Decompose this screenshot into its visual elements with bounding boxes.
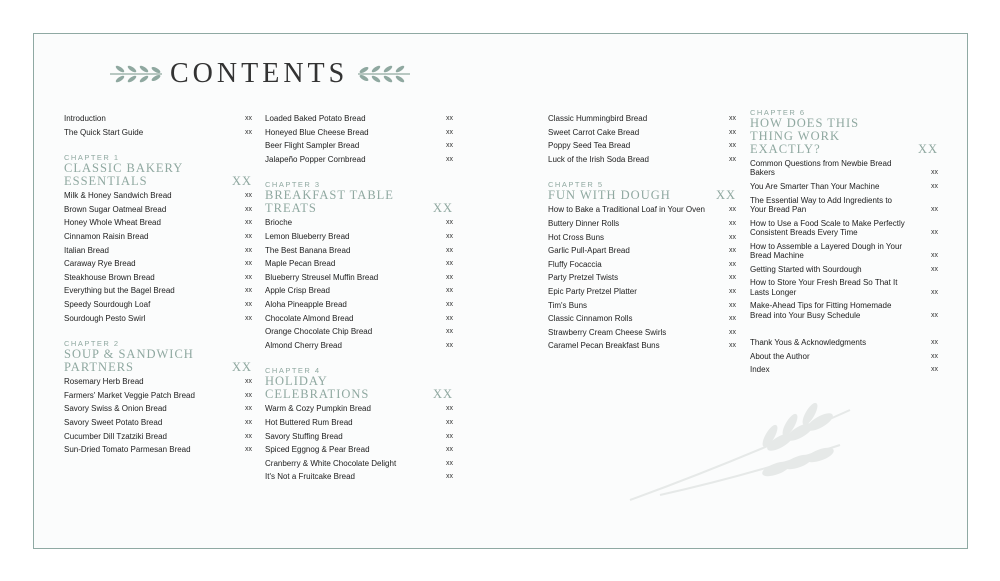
toc-entry[interactable] [64,203,252,217]
toc-entry[interactable] [265,430,453,444]
chapter-title [548,189,736,202]
chapter-label: CHAPTER 1 [64,153,120,163]
entry-title: Cucumber Dill Tzatziki Bread [64,431,167,441]
chapter-title-text: FUN WITH DOUGH [548,188,671,203]
entry-title: Epic Party Pretzel Platter [548,286,637,296]
toc-entry[interactable] [265,298,453,312]
entry-title: Hot Cross Buns [548,232,605,242]
entry-title: Chocolate Almond Bread [265,313,354,323]
entry-page: xx [931,352,938,360]
toc-entry[interactable] [64,126,252,140]
toc-entry[interactable] [64,312,252,326]
entry-page: xx [931,252,938,259]
entry-title: Caraway Rye Bread [64,259,136,269]
chapter-title [265,375,453,401]
toc-section [64,112,252,139]
entry-page: xx [729,155,736,163]
entry-title: Caramel Pecan Breakfast Buns [548,341,660,351]
entry-title: Farmers' Market Veggie Patch Bread [64,390,195,400]
entry-title: Aloha Pineapple Bread [265,299,347,309]
toc-entry[interactable] [265,271,453,285]
entry-title: The Quick Start Guide [64,127,144,137]
toc-column-3 [548,112,736,353]
entry-title: Cranberry & White Chocolate Delight [265,458,397,468]
entry-page: xx [446,446,453,454]
toc-entry[interactable] [265,244,453,258]
toc-entry[interactable] [548,339,736,353]
entry-title: Hot Buttered Rum Bread [265,417,353,427]
entry-page: xx [245,246,252,254]
chapter-label: CHAPTER 4 [265,366,321,376]
entry-title: How to Bake a Traditional Loaf in Your Oven [548,205,705,215]
entry-page: xx [931,288,938,296]
entry-title: Party Pretzel Twists [548,273,619,283]
toc-entry[interactable] [548,312,736,326]
entry-title: Introduction [64,114,106,123]
chapter-title [750,117,938,156]
entry-page: xx [446,459,453,467]
entry-page: xx [729,206,736,214]
entry-title: Orange Chocolate Chip Bread [265,327,373,337]
entry-title: Luck of the Irish Soda Bread [548,154,649,164]
chapter-title [265,189,453,215]
laurel-left-icon [108,64,164,84]
entry-title: Garlic Pull-Apart Bread [548,246,630,256]
toc-entry[interactable] [265,470,453,484]
entry-page: xx [729,274,736,282]
entry-title: Lemon Blueberry Bread [265,231,350,241]
entry-title: Beer Flight Sampler Bread [265,141,360,151]
entry-title: Buttery Dinner Rolls [548,218,620,228]
chapter-page: XX [917,142,938,156]
entry-title: Tim's Buns [548,300,588,310]
entry-title: Strawberry Cream Cheese Swirls [548,327,667,337]
entry-page: xx [729,328,736,336]
toc-entry[interactable] [750,157,938,180]
chapter-label: CHAPTER 5 [548,180,604,190]
toc-entry[interactable] [548,326,736,340]
entry-page: xx [446,405,453,413]
laurel-right-icon [356,64,412,84]
entry-title: Common Questions from Newbie Bread Bakers [750,159,892,178]
entry-page: xx [245,205,252,213]
entry-page: xx [446,287,453,295]
toc-entry[interactable] [265,339,453,353]
toc-entry[interactable] [265,443,453,457]
toc-entry[interactable] [64,375,252,389]
entry-page: xx [446,328,453,336]
toc-entry[interactable] [64,189,252,203]
entry-page: xx [245,405,252,413]
entry-page: xx [245,446,252,454]
entry-title: Maple Pecan Bread [265,259,336,269]
entry-page: xx [729,287,736,295]
entry-page: xx [245,128,252,136]
toc-entry[interactable] [64,298,252,312]
entry-page: xx [245,273,252,281]
toc-entry[interactable] [548,271,736,285]
chapter-title-text: CLASSIC BAKERY ESSENTIALS [64,161,183,189]
entry-page: xx [729,142,736,150]
chapter-page: XX [231,360,252,375]
toc-entry[interactable] [265,312,453,326]
entry-page: xx [245,432,252,440]
entry-title: Warm & Cozy Pumpkin Bread [265,404,371,414]
entry-page: xx [729,315,736,323]
toc-entry[interactable] [265,257,453,271]
toc-section [750,108,938,322]
entry-title: About the Author [750,351,810,361]
toc-entry[interactable] [265,457,453,471]
toc-entry[interactable] [548,217,736,231]
chapter-label: CHAPTER 2 [64,339,120,349]
entry-page: xx [245,219,252,227]
entry-page: xx [446,219,453,227]
entry-page: xx [245,314,252,322]
toc-entry[interactable] [750,350,938,364]
toc-entry[interactable] [750,336,938,350]
entry-page: xx [729,247,736,255]
entry-title: Speedy Sourdough Loaf [64,299,151,309]
toc-entry[interactable] [64,257,252,271]
toc-entry[interactable] [64,216,252,230]
entry-page: xx [245,192,252,200]
toc-entry[interactable] [548,112,736,126]
toc-entry[interactable] [548,258,736,272]
entry-title: Apple Crisp Bread [265,286,330,296]
entry-page: xx [729,301,736,309]
chapter-page: XX [432,387,453,402]
entry-title: Savory Sweet Potato Bread [64,417,163,427]
chapter-label: CHAPTER 6 [750,108,806,117]
toc-entry[interactable] [548,285,736,299]
entry-page: xx [729,260,736,268]
entry-page: xx [931,206,938,213]
entry-title: Honey Whole Wheat Bread [64,218,161,228]
toc-entry[interactable] [64,244,252,258]
entry-page: xx [931,366,938,374]
entry-title: How to Store Your Fresh Bread So That It Lasts Longer [750,278,898,297]
toc-entry[interactable] [750,276,938,299]
entry-title: Classic Hummingbird Bread [548,114,648,123]
entry-title: It's Not a Fruitcake Bread [265,472,356,482]
entry-page: xx [446,432,453,440]
toc-column-4 [750,108,938,377]
page-title: CONTENTS [170,58,349,89]
entry-title: Cinnamon Raisin Bread [64,231,149,241]
entry-title: Rosemary Herb Bread [64,377,144,387]
toc-section [64,339,252,457]
entry-title: Jalapeño Popper Cornbread [265,154,366,164]
toc-entry[interactable] [548,139,736,153]
toc-section [64,153,252,325]
toc-section [548,112,736,166]
toc-section [548,180,736,353]
entry-page: xx [729,128,736,136]
toc-entry[interactable] [64,271,252,285]
toc-entry[interactable] [64,284,252,298]
toc-entry[interactable] [64,443,252,457]
entry-page: xx [446,473,453,481]
toc-column-1 [64,112,252,457]
toc-entry[interactable] [265,139,453,153]
chapter-title-text: HOLIDAY CELEBRATIONS [265,374,370,402]
toc-entry[interactable] [265,416,453,430]
toc-entry[interactable] [265,153,453,167]
chapter-page: XX [231,174,252,189]
entry-title: The Best Banana Bread [265,245,351,255]
entry-page: xx [729,219,736,227]
entry-title: Savory Stuffing Bread [265,431,343,441]
toc-entry[interactable] [548,244,736,258]
toc-entry[interactable] [750,217,938,240]
entry-title: How to Assemble a Layered Dough in Your Bread Machine [750,241,903,260]
toc-entry[interactable] [548,203,736,217]
toc-section [750,336,938,377]
entry-page: xx [245,115,252,122]
toc-entry[interactable] [750,194,938,217]
entry-title: Fluffy Focaccia [548,259,602,269]
entry-page: xx [446,341,453,349]
entry-page: xx [446,260,453,268]
toc-entry[interactable] [64,112,252,126]
entry-page: xx [931,265,938,273]
entry-page: xx [245,418,252,426]
entry-title: Savory Swiss & Onion Bread [64,404,167,414]
entry-title: Make-Ahead Tips for Fitting Homemade Bread into Your Busy Schedule [750,301,892,320]
toc-entry[interactable] [265,284,453,298]
entry-page: xx [446,232,453,240]
toc-entry[interactable] [750,363,938,377]
toc-entry[interactable] [265,402,453,416]
entry-page: xx [446,115,453,122]
entry-title: Sourdough Pesto Swirl [64,313,146,323]
entry-page: xx [931,339,938,347]
entry-title: Brown Sugar Oatmeal Bread [64,204,167,214]
toc-entry[interactable] [265,112,453,126]
toc-entry[interactable] [750,299,938,322]
entry-title: Steakhouse Brown Bread [64,272,155,282]
toc-entry[interactable] [265,230,453,244]
chapter-page: XX [432,201,453,216]
toc-entry[interactable] [750,180,938,194]
entry-page: xx [245,300,252,308]
entry-page: xx [446,142,453,150]
entry-title: Getting Started with Sourdough [750,264,862,274]
toc-entry[interactable] [64,389,252,403]
entry-page: xx [446,155,453,163]
toc-section [265,366,453,484]
chapter-title-text: HOW DOES THIS THING WORK EXACTLY? [750,116,860,156]
toc-entry[interactable] [64,416,252,430]
toc-entry[interactable] [750,263,938,277]
entry-page: xx [931,183,938,190]
entry-title: Sweet Carrot Cake Bread [548,127,640,137]
chapter-page: XX [715,188,736,203]
entry-page: xx [446,300,453,308]
entry-title: Milk & Honey Sandwich Bread [64,191,172,201]
wheat-illustration [620,400,860,510]
entry-title: Loaded Baked Potato Bread [265,114,366,123]
entry-page: xx [446,246,453,254]
entry-title: Blueberry Streusel Muffin Bread [265,272,379,282]
toc-entry[interactable] [750,240,938,263]
chapter-title-text: BREAKFAST TABLE TREATS [265,188,394,216]
entry-title: You Are Smarter Than Your Machine [750,182,880,191]
entry-page: xx [446,418,453,426]
entry-title: Brioche [265,218,293,228]
toc-entry[interactable] [64,230,252,244]
entry-title: The Essential Way to Add Ingredients to Your Bread Pan [750,195,893,214]
entry-page: xx [245,378,252,386]
entry-page: xx [245,232,252,240]
toc-entry[interactable] [265,325,453,339]
toc-section [265,112,453,166]
entry-title: How to Use a Food Scale to Make Perfectly Consistent Breads Every Time [750,218,905,237]
entry-page: xx [245,260,252,268]
entry-page: xx [446,128,453,136]
entry-page: xx [729,115,736,122]
toc-column-2 [265,112,453,484]
entry-page: xx [931,311,938,319]
entry-title: Sun-Dried Tomato Parmesan Bread [64,445,191,455]
entry-page: xx [446,273,453,281]
toc-entry[interactable] [548,126,736,140]
entry-title: Honeyed Blue Cheese Bread [265,127,369,137]
entry-title: Thank Yous & Acknowledgments [750,338,867,348]
entry-title: Poppy Seed Tea Bread [548,141,631,151]
chapter-title [64,348,252,374]
chapter-label: CHAPTER 3 [265,180,321,190]
entry-page: xx [729,233,736,241]
entry-title: Index [750,365,770,375]
entry-page: xx [245,287,252,295]
toc-entry[interactable] [265,126,453,140]
entry-title: Classic Cinnamon Rolls [548,314,633,324]
entry-title: Everything but the Bagel Bread [64,286,175,296]
entry-page: xx [931,169,938,177]
entry-title: Almond Cherry Bread [265,340,342,350]
toc-entry[interactable] [548,153,736,167]
entry-page: xx [245,391,252,399]
toc-entry[interactable] [265,216,453,230]
entry-page: xx [729,342,736,350]
toc-entry[interactable] [64,402,252,416]
toc-entry[interactable] [548,231,736,245]
chapter-title [64,162,252,188]
toc-section [265,180,453,352]
toc-entry[interactable] [64,430,252,444]
toc-entry[interactable] [548,299,736,313]
entry-title: Spiced Eggnog & Pear Bread [265,445,370,455]
entry-page: xx [446,314,453,322]
chapter-title-text: SOUP & SANDWICH PARTNERS [64,347,194,375]
entry-page: xx [931,229,938,236]
entry-title: Italian Bread [64,245,109,255]
